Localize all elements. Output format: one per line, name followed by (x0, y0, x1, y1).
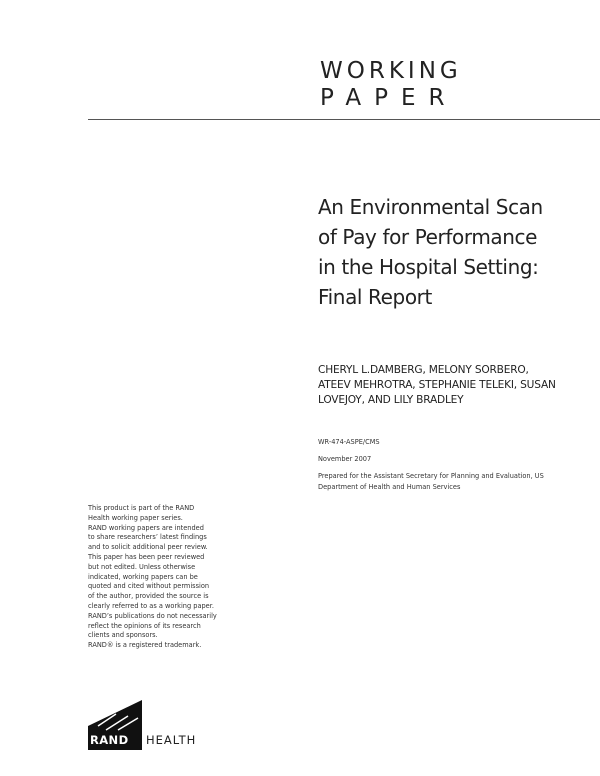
prepared-for (318, 471, 598, 493)
disclaimer-line: This paper has been peer reviewed (88, 552, 205, 561)
disclaimer-line: clients and sponsors. (88, 631, 158, 640)
report-id (318, 437, 598, 448)
author-line: ATEEV MEHROTRA, STEPHANIE TELEKI, SUSAN (318, 379, 556, 391)
report-date-text: November 2007 (318, 455, 372, 463)
disclaimer-line: RAND® is a registered trademark. (88, 641, 202, 650)
disclaimer-line: and to solicit additional peer review. (88, 543, 208, 552)
disclaimer-line: of the author, provided the source is (88, 592, 209, 601)
rand-health-logo (88, 700, 198, 750)
header-divider (88, 119, 600, 120)
report-date (318, 454, 598, 465)
disclaimer-line: indicated, working papers can be (88, 572, 198, 581)
disclaimer-line: quoted and cited without permission (88, 582, 210, 591)
author-list (318, 363, 598, 408)
disclaimer-line: reflect the opinions of its research (88, 621, 201, 630)
author-line: LOVEJOY, AND LILY BRADLEY (318, 394, 464, 406)
prepared-for-line: Prepared for the Assistant Secretary for Planning and Evaluation, US (318, 472, 544, 480)
disclaimer-line: clearly referred to as a working paper. (88, 601, 214, 610)
title-line: Final Report (318, 285, 432, 309)
title-line: in the Hospital Setting: (318, 255, 539, 279)
disclaimer-line: RAND’s publications do not necessarily (88, 611, 217, 620)
disclaimer-line: but not edited. Unless otherwise (88, 562, 196, 571)
series-disclaimer (88, 504, 288, 651)
report-id-text: WR-474-ASPE/CMS (318, 438, 380, 446)
logo-division: HEALTH (146, 733, 197, 747)
disclaimer-line: to share researchers’ latest findings (88, 533, 207, 542)
heading-line-working: WORKING (320, 58, 462, 84)
title-line: of Pay for Performance (318, 225, 538, 249)
report-title (318, 192, 598, 312)
author-line: CHERYL L.DAMBERG, MELONY SORBERO, (318, 364, 529, 376)
logo-brand: RAND (90, 733, 129, 747)
title-line: An Environmental Scan (318, 195, 543, 219)
disclaimer-line: This product is part of the RAND (88, 504, 195, 512)
disclaimer-line: RAND working papers are intended (88, 523, 204, 532)
heading-line-paper: PAPER (320, 85, 458, 111)
prepared-for-line: Department of Health and Human Services (318, 483, 461, 491)
disclaimer-line: Health working paper series. (88, 513, 183, 522)
working-paper-heading (320, 58, 462, 112)
